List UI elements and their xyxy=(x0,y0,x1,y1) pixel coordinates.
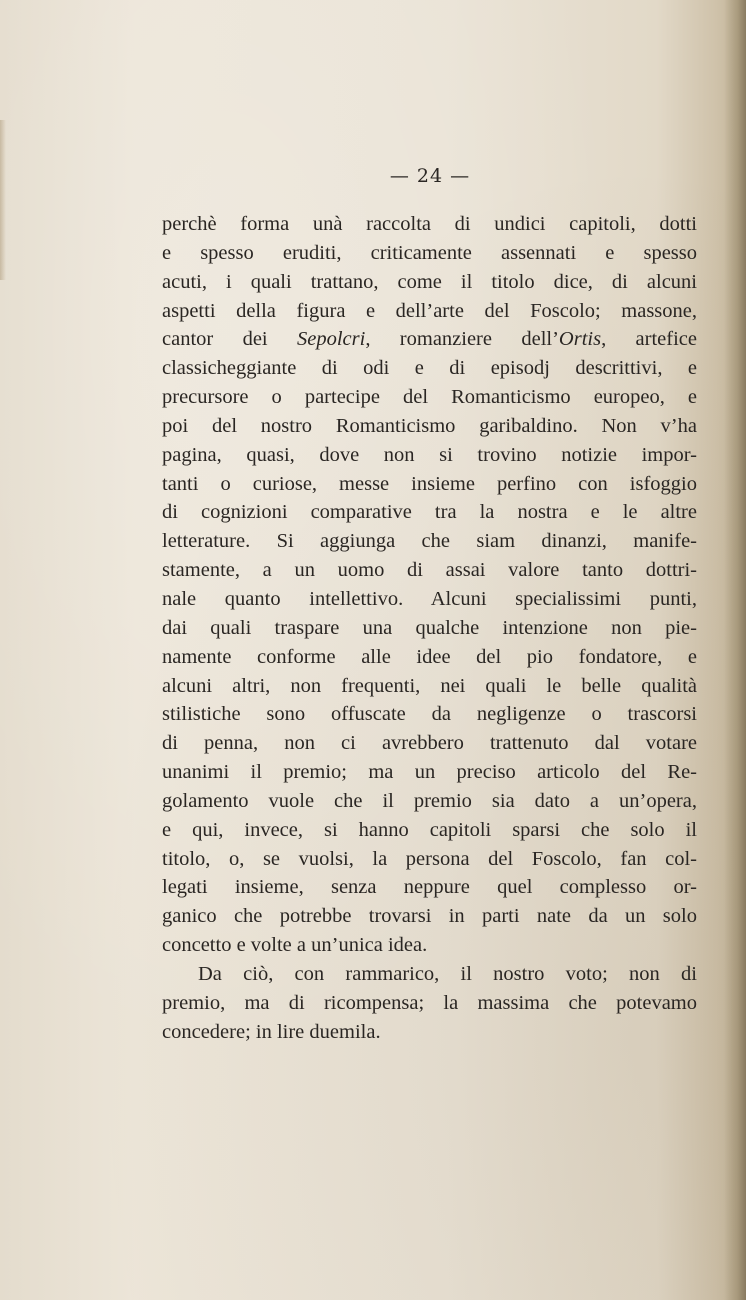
text-segment: perchè forma unà raccolta di undici capitoli, dotti xyxy=(162,213,697,235)
text-line xyxy=(162,498,697,527)
text-line xyxy=(162,470,697,499)
page-edge-shadow xyxy=(724,0,746,1300)
text-line xyxy=(162,556,697,585)
text-segment: cantor dei xyxy=(162,328,297,351)
text-segment: dai quali traspare una qualche intenzione non pie- xyxy=(162,616,697,639)
text-line xyxy=(162,268,697,297)
text-line xyxy=(162,614,697,643)
text-segment: namente conforme alle idee del pio fondatore, e xyxy=(162,645,697,668)
text-segment: golamento vuole che il premio sia dato a un’opera, xyxy=(162,789,697,812)
text-line xyxy=(162,931,697,960)
text-segment: acuti, i quali trattano, come il titolo dice, di alcuni xyxy=(162,270,697,293)
text-segment: classicheggiante di odi e di episodj descrittivi, e xyxy=(162,357,697,380)
text-segment: legati insieme, senza neppure quel complesso or- xyxy=(162,876,697,899)
text-line xyxy=(162,1018,697,1047)
text-line xyxy=(162,297,697,326)
text-segment: e spesso eruditi, criticamente assennati e spesso xyxy=(162,241,697,264)
text-segment: concedere; in lire duemila. xyxy=(162,1020,381,1043)
text-segment: ganico che potrebbe trovarsi in parti nate da un solo xyxy=(162,905,697,928)
body-text xyxy=(162,210,697,1046)
text-line xyxy=(162,845,697,874)
text-segment: poi del nostro Romanticismo garibaldino. Non v’ha xyxy=(162,414,697,437)
text-line xyxy=(162,700,697,729)
text-segment: alcuni altri, non frequenti, nei quali le belle qualità xyxy=(162,674,697,697)
text-line xyxy=(162,441,697,470)
text-segment: pagina, quasi, dove non si trovino notizie impor- xyxy=(162,443,697,466)
italic-title: Sepolcri xyxy=(296,328,366,351)
text-line xyxy=(162,873,697,902)
text-segment: aspetti della figura e dell’arte del Foscolo; massone, xyxy=(162,299,697,322)
text-segment: stilistiche sono offuscate da negligenze o trascorsi xyxy=(162,703,697,726)
text-line xyxy=(162,816,697,845)
text-segment: e qui, invece, si hanno capitoli sparsi che solo il xyxy=(162,818,697,841)
text-segment: letterature. Si aggiunga che siam dinanzi, manife- xyxy=(162,530,697,553)
text-line xyxy=(162,758,697,787)
text-line xyxy=(162,412,697,441)
text-segment: nale quanto intellettivo. Alcuni specialissimi punti, xyxy=(162,587,697,610)
italic-title: Ortis xyxy=(558,328,602,351)
text-line xyxy=(162,902,697,931)
text-segment: stamente, a un uomo di assai valore tanto dottri- xyxy=(162,559,697,582)
text-segment: Da ciò, con rammarico, il nostro voto; non di xyxy=(198,962,697,985)
text-line xyxy=(162,989,697,1018)
text-line xyxy=(162,527,697,556)
text-segment: premio, ma di ricompensa; la massima che potevamo xyxy=(162,991,697,1014)
text-line xyxy=(162,672,697,701)
page-edge-stain xyxy=(0,120,6,280)
page-number: — 24 — xyxy=(389,165,471,187)
text-line xyxy=(162,643,697,672)
text-segment: tanti o curiose, messe insieme perfino con isfoggio xyxy=(162,472,697,495)
text-segment: , artefice xyxy=(601,328,697,351)
text-line xyxy=(162,354,697,383)
text-segment: precursore o partecipe del Romanticismo europeo, e xyxy=(162,386,697,409)
text-line xyxy=(162,787,697,816)
text-segment: di cognizioni comparative tra la nostra e le altre xyxy=(162,501,697,524)
text-line xyxy=(162,325,697,354)
text-line xyxy=(162,960,697,989)
text-segment: unanimi il premio; ma un preciso articolo del Re- xyxy=(162,761,697,784)
text-segment: , romanziere dell’ xyxy=(365,328,559,351)
text-segment: di penna, non ci avrebbero trattenuto dal votare xyxy=(162,732,697,755)
text-segment: concetto e volte a un’unica idea. xyxy=(162,934,428,957)
text-line xyxy=(162,585,697,614)
text-line xyxy=(162,210,697,239)
text-line xyxy=(162,383,697,412)
text-line xyxy=(162,729,697,758)
text-line xyxy=(162,239,697,268)
text-segment: titolo, o, se vuolsi, la persona del Foscolo, fan col- xyxy=(162,847,697,870)
